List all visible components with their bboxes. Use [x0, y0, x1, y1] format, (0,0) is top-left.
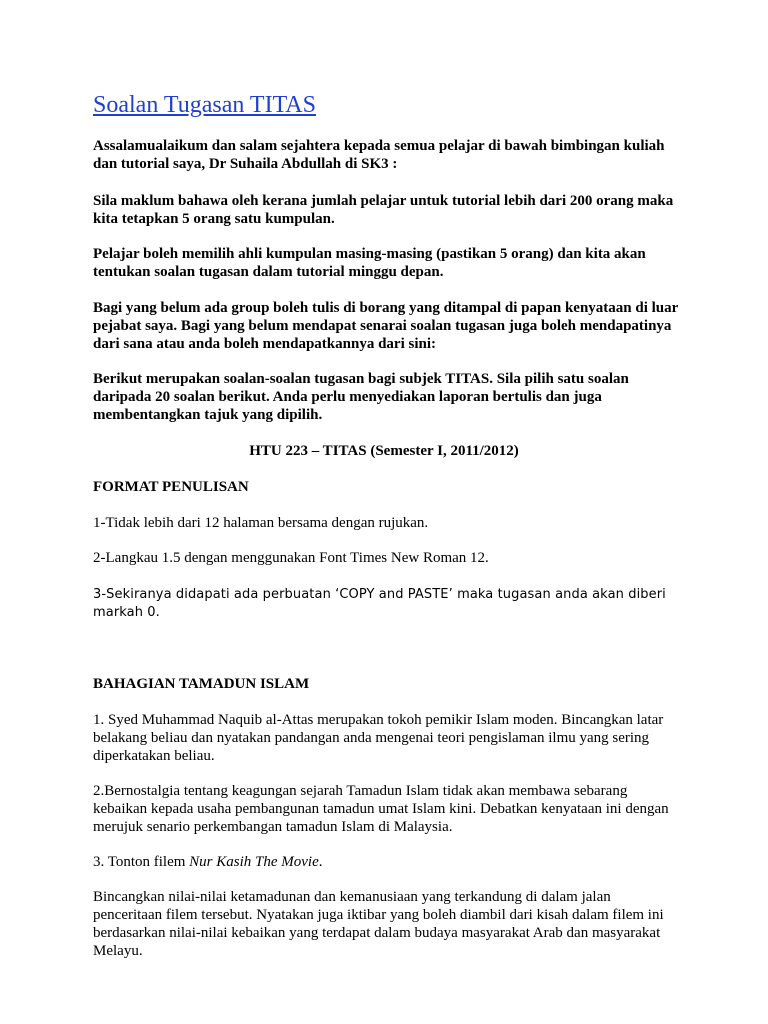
intro-assignment-info: Berikut merupakan soalan-soalan tugasan bagi subjek TITAS. Sila pilih satu soalan daripada 20 soalan berikut. Anda perlu menyediakan laporan bertulis dan juga membentangkan tajuk yang dipilih.: [93, 371, 629, 423]
page-title[interactable]: Soalan Tugasan TITAS: [93, 92, 316, 118]
intro-greeting: Assalamualaikum dan salam sejahtera kepada semua pelajar di bawah bimbingan kuliah dan tutorial saya, Dr Suhaila Abdullah di SK3 :: [93, 138, 665, 172]
question-3-body: Bincangkan nilai-nilai ketamadunan dan kemanusiaan yang terkandung di dalam jalan penceritaan filem tersebut. Nyatakan juga iktibar yang boleh diambil dari kisah dalam filem ini berdasarkan nilai-nilai kebaikan yang terdapat dalam budaya masyarakat Arab dan masyarakat Melayu.: [93, 889, 664, 959]
section-heading: BAHAGIAN TAMADUN ISLAM: [93, 676, 310, 692]
intro-notice-board: Bagi yang belum ada group boleh tulis di borang yang ditampal di papan kenyataan di luar pejabat saya. Bagi yang belum mendapat senarai soalan tugasan juga boleh mendapatinya dari sana atau anda boleh mendapatkannya dari sini:: [93, 300, 679, 352]
question-3-prefix: 3. Tonton filem: [93, 854, 190, 870]
format-rule-2: 2-Langkau 1.5 dengan menggunakan Font Times New Roman 12.: [93, 550, 489, 566]
question-3-suffix: .: [318, 854, 323, 870]
format-heading: FORMAT PENULISAN: [93, 479, 249, 495]
question-3-film-title: Nur Kasih The Movie: [189, 854, 319, 870]
course-heading: HTU 223 – TITAS (Semester I, 2011/2012): [249, 443, 519, 459]
intro-group-size: Sila maklum bahawa oleh kerana jumlah pelajar untuk tutorial lebih dari 200 orang maka kita tetapkan 5 orang satu kumpulan.: [93, 193, 674, 227]
question-3-heading: [93, 853, 683, 871]
format-rule-1: 1-Tidak lebih dari 12 halaman bersama dengan rujukan.: [93, 515, 429, 531]
question-2: 2.Bernostalgia tentang keagungan sejarah Tamadun Islam tidak akan membawa sebarang kebaikan kepada usaha pembangunan tamadun umat Islam kini. Debatkan kenyataan ini dengan merujuk senario perkembangan tamadun Islam di Malaysia.: [93, 783, 669, 835]
intro-group-selection: Pelajar boleh memilih ahli kumpulan masing-masing (pastikan 5 orang) dan kita akan tentukan soalan tugasan dalam tutorial minggu depan.: [93, 246, 646, 280]
format-rule-3: 3-Sekiranya didapati ada perbuatan ‘COPY and PASTE’ maka tugasan anda akan diberi markah 0.: [93, 587, 666, 620]
question-1: 1. Syed Muhammad Naquib al-Attas merupakan tokoh pemikir Islam moden. Bincangkan latar belakang beliau dan nyatakan pandangan anda mengenai teori pengislaman ilmu yang sering diperkatakan beliau.: [93, 712, 664, 764]
